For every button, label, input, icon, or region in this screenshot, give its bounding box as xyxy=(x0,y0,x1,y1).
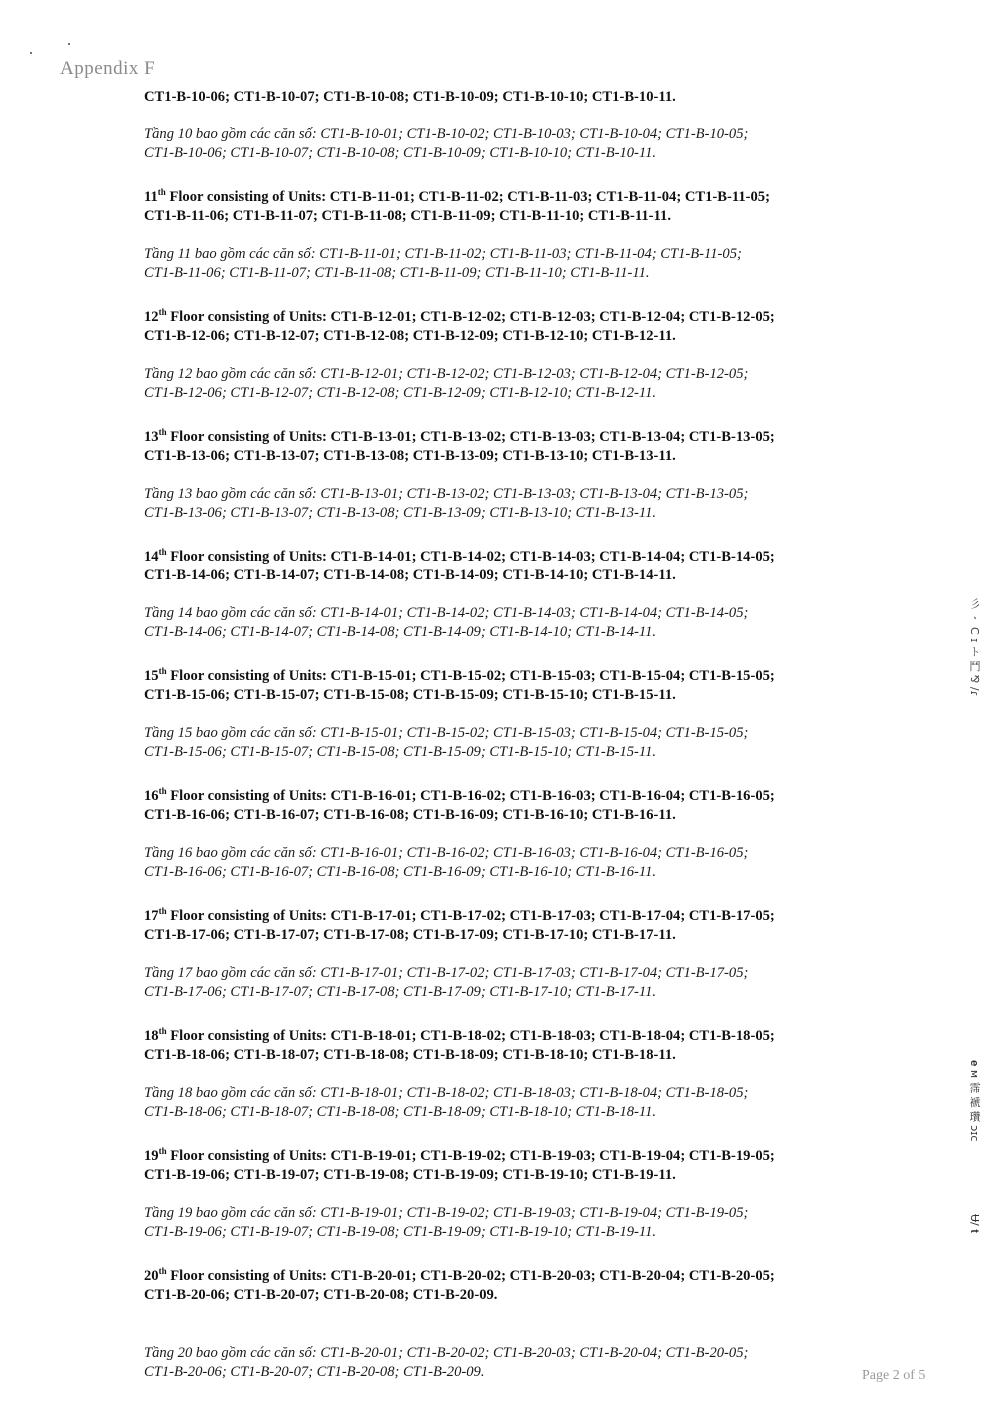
unit-line-1: Floor consisting of Units: CT1-B-12-01; CT1-B-12-02; CT1-B-12-03; CT1-B-12-04; CT1-B-12-05; xyxy=(166,308,775,325)
unit-line-1: Tầng 16 bao gồm các căn số: CT1-B-16-01; CT1-B-16-02; CT1-B-16-03; CT1-B-16-04; CT1-B-16-05; xyxy=(144,845,749,862)
unit-line-2: CT1-B-17-06; CT1-B-17-07; CT1-B-17-08; CT1-B-17-09; CT1-B-17-10; CT1-B-17-11. xyxy=(144,984,657,1001)
unit-line-1: Floor consisting of Units: CT1-B-13-01; CT1-B-13-02; CT1-B-13-03; CT1-B-13-04; CT1-B-13-05; xyxy=(166,428,775,445)
floor-units-vietnamese xyxy=(144,245,884,283)
floor-units-vietnamese xyxy=(144,1204,884,1242)
unit-line-1: Floor consisting of Units: CT1-B-14-01; CT1-B-14-02; CT1-B-14-03; CT1-B-14-04; CT1-B-14-05; xyxy=(166,548,775,565)
floor-number: 19 xyxy=(144,1147,159,1164)
unit-line-1: Floor consisting of Units: CT1-B-18-01; CT1-B-18-02; CT1-B-18-03; CT1-B-18-04; CT1-B-18-05; xyxy=(166,1027,775,1044)
unit-line-1: Tầng 19 bao gồm các căn số: CT1-B-19-01; CT1-B-19-02; CT1-B-19-03; CT1-B-19-04; CT1-B-19-05; xyxy=(144,1204,749,1221)
floor-units-vietnamese xyxy=(144,964,884,1002)
floor-units-vietnamese xyxy=(144,1084,884,1122)
unit-line-2: CT1-B-11-06; CT1-B-11-07; CT1-B-11-08; CT1-B-11-09; CT1-B-11-10; CT1-B-11-11. xyxy=(144,207,671,224)
unit-line-1: Tầng 13 bao gồm các căn số: CT1-B-13-01; CT1-B-13-02; CT1-B-13-03; CT1-B-13-04; CT1-B-13-05; xyxy=(144,485,749,502)
floor-number: 14 xyxy=(144,548,159,565)
floor-units-english xyxy=(144,183,884,226)
unit-line-2: CT1-B-17-06; CT1-B-17-07; CT1-B-17-08; CT1-B-17-09; CT1-B-17-10; CT1-B-17-11. xyxy=(144,927,676,944)
floor-units-vietnamese xyxy=(144,724,884,762)
unit-line-1: Floor consisting of Units: CT1-B-17-01; CT1-B-17-02; CT1-B-17-03; CT1-B-17-04; CT1-B-17-05; xyxy=(166,908,775,925)
unit-line-2: CT1-B-16-06; CT1-B-16-07; CT1-B-16-08; CT1-B-16-09; CT1-B-16-10; CT1-B-16-11. xyxy=(144,807,676,824)
unit-line-2: CT1-B-12-06; CT1-B-12-07; CT1-B-12-08; CT1-B-12-09; CT1-B-12-10; CT1-B-12-11. xyxy=(144,327,676,344)
floor-unit-list xyxy=(144,125,884,1382)
ordinal-suffix: th xyxy=(158,546,167,557)
unit-line-2: CT1-B-14-06; CT1-B-14-07; CT1-B-14-08; CT1-B-14-09; CT1-B-14-10; CT1-B-14-11. xyxy=(144,624,657,641)
scan-speck xyxy=(30,52,32,54)
unit-line-1: Tầng 18 bao gồm các căn số: CT1-B-18-01; CT1-B-18-02; CT1-B-18-03; CT1-B-18-04; CT1-B-18-05; xyxy=(144,1084,749,1101)
floor-units-english xyxy=(144,902,884,945)
scan-speck xyxy=(68,43,70,45)
unit-line-2: CT1-B-16-06; CT1-B-16-07; CT1-B-16-08; CT1-B-16-09; CT1-B-16-10; CT1-B-16-11. xyxy=(144,864,657,881)
floor-units-vietnamese xyxy=(144,485,884,523)
unit-line-2: CT1-B-19-06; CT1-B-19-07; CT1-B-19-08; CT1-B-19-09; CT1-B-19-10; CT1-B-19-11. xyxy=(144,1223,657,1240)
unit-line-2: CT1-B-11-06; CT1-B-11-07; CT1-B-11-08; CT1-B-11-09; CT1-B-11-10; CT1-B-11-11. xyxy=(144,264,650,281)
ordinal-suffix: th xyxy=(158,1026,167,1037)
continued-unit-list: CT1-B-10-06; CT1-B-10-07; CT1-B-10-08; CT1-B-10-09; CT1-B-10-10; CT1-B-10-11. xyxy=(144,89,676,105)
unit-line-2: CT1-B-13-06; CT1-B-13-07; CT1-B-13-08; CT1-B-13-09; CT1-B-13-10; CT1-B-13-11. xyxy=(144,447,676,464)
ordinal-suffix: th xyxy=(158,1265,167,1276)
floor-number: 16 xyxy=(144,788,159,805)
unit-line-2: CT1-B-19-06; CT1-B-19-07; CT1-B-19-08; CT1-B-19-09; CT1-B-19-10; CT1-B-19-11. xyxy=(144,1166,676,1183)
margin-stamp-fragment: 𝐞 ᴍ 霈 褫 瓚 ɔɪc xyxy=(968,1060,981,1142)
unit-line-1: Tầng 15 bao gồm các căn số: CT1-B-15-01; CT1-B-15-02; CT1-B-15-03; CT1-B-15-04; CT1-B-15-05; xyxy=(144,725,749,742)
appendix-header: Appendix F xyxy=(60,58,156,79)
floor-units-vietnamese xyxy=(144,1344,884,1382)
unit-line-1: Tầng 10 bao gồm các căn số: CT1-B-10-01; CT1-B-10-02; CT1-B-10-03; CT1-B-10-04; CT1-B-10-05; xyxy=(144,126,749,142)
unit-line-2: CT1-B-18-06; CT1-B-18-07; CT1-B-18-08; CT1-B-18-09; CT1-B-18-10; CT1-B-18-11. xyxy=(144,1046,676,1063)
floor-units-english xyxy=(144,782,884,825)
page-number: Page 2 of 5 xyxy=(862,1368,926,1383)
unit-line-1: Floor consisting of Units: CT1-B-16-01; CT1-B-16-02; CT1-B-16-03; CT1-B-16-04; CT1-B-16-05; xyxy=(166,788,775,805)
margin-stamp-fragment: 彡 ㆍ C ɪ ト 鬥 ⅋ /ɾ xyxy=(968,598,981,697)
unit-line-2: CT1-B-20-06; CT1-B-20-07; CT1-B-20-08; CT1-B-20-09. xyxy=(144,1286,498,1303)
ordinal-suffix: th xyxy=(158,786,167,797)
unit-line-2: CT1-B-14-06; CT1-B-14-07; CT1-B-14-08; CT1-B-14-09; CT1-B-14-10; CT1-B-14-11. xyxy=(144,567,676,584)
unit-line-1: Floor consisting of Units: CT1-B-11-01; CT1-B-11-02; CT1-B-11-03; CT1-B-11-04; CT1-B-11-05; xyxy=(165,188,770,205)
floor-units-english xyxy=(144,1262,884,1305)
ordinal-suffix: th xyxy=(158,666,167,677)
ordinal-suffix: th xyxy=(158,906,167,917)
floor-number: 13 xyxy=(144,428,159,445)
unit-line-2: CT1-B-13-06; CT1-B-13-07; CT1-B-13-08; CT1-B-13-09; CT1-B-13-10; CT1-B-13-11. xyxy=(144,504,657,521)
unit-line-2: CT1-B-10-06; CT1-B-10-07; CT1-B-10-08; CT1-B-10-09; CT1-B-10-10; CT1-B-10-11. xyxy=(144,145,657,161)
unit-line-1: Tầng 12 bao gồm các căn số: CT1-B-12-01; CT1-B-12-02; CT1-B-12-03; CT1-B-12-04; CT1-B-12-05; xyxy=(144,365,749,382)
floor-units-vietnamese xyxy=(144,365,884,403)
floor-number: 15 xyxy=(144,668,159,685)
floor-number: 17 xyxy=(144,908,159,925)
unit-line-1: Floor consisting of Units: CT1-B-15-01; CT1-B-15-02; CT1-B-15-03; CT1-B-15-04; CT1-B-15-05; xyxy=(166,668,775,685)
floor-number: 11 xyxy=(144,188,158,205)
floor-units-vietnamese xyxy=(144,125,884,163)
floor-number: 12 xyxy=(144,308,159,325)
ordinal-suffix: th xyxy=(157,187,166,197)
ordinal-suffix: th xyxy=(158,1145,167,1156)
unit-line-1: Tầng 14 bao gồm các căn số: CT1-B-14-01; CT1-B-14-02; CT1-B-14-03; CT1-B-14-04; CT1-B-14-05; xyxy=(144,605,749,622)
unit-line-1: Floor consisting of Units: CT1-B-20-01; CT1-B-20-02; CT1-B-20-03; CT1-B-20-04; CT1-B-20-05; xyxy=(166,1267,775,1284)
floor-units-english xyxy=(144,423,884,466)
floor-units-vietnamese xyxy=(144,604,884,642)
unit-line-2: CT1-B-18-06; CT1-B-18-07; CT1-B-18-08; CT1-B-18-09; CT1-B-18-10; CT1-B-18-11. xyxy=(144,1103,657,1120)
ordinal-suffix: th xyxy=(158,426,167,437)
unit-line-2: CT1-B-15-06; CT1-B-15-07; CT1-B-15-08; CT1-B-15-09; CT1-B-15-10; CT1-B-15-11. xyxy=(144,687,676,704)
unit-line-1: Floor consisting of Units: CT1-B-19-01; CT1-B-19-02; CT1-B-19-03; CT1-B-19-04; CT1-B-19-05; xyxy=(166,1147,775,1164)
unit-line-2: CT1-B-12-06; CT1-B-12-07; CT1-B-12-08; CT1-B-12-09; CT1-B-12-10; CT1-B-12-11. xyxy=(144,384,657,401)
unit-line-2: CT1-B-15-06; CT1-B-15-07; CT1-B-15-08; CT1-B-15-09; CT1-B-15-10; CT1-B-15-11. xyxy=(144,744,657,761)
unit-line-2: CT1-B-20-06; CT1-B-20-07; CT1-B-20-08; CT1-B-20-09. xyxy=(144,1363,485,1380)
floor-number: 20 xyxy=(144,1267,159,1284)
floor-units-english xyxy=(144,1142,884,1185)
document-body xyxy=(144,88,884,1382)
unit-line-1: Tầng 17 bao gồm các căn số: CT1-B-17-01; CT1-B-17-02; CT1-B-17-03; CT1-B-17-04; CT1-B-17-05; xyxy=(144,965,749,982)
floor-units-english xyxy=(144,303,884,346)
unit-line-1: Tầng 11 bao gồm các căn số: CT1-B-11-01; CT1-B-11-02; CT1-B-11-03; CT1-B-11-04; CT1-B-11-05; xyxy=(144,245,742,262)
floor-units-english xyxy=(144,543,884,586)
floor-units-english xyxy=(144,1022,884,1065)
unit-line-1: Tầng 20 bao gồm các căn số: CT1-B-20-01; CT1-B-20-02; CT1-B-20-03; CT1-B-20-04; CT1-B-20-05; xyxy=(144,1344,749,1361)
ordinal-suffix: th xyxy=(158,306,167,317)
floor-units-english xyxy=(144,662,884,705)
floor-number: 18 xyxy=(144,1027,159,1044)
margin-stamp-fragment: Ʉ/ 𝐭 xyxy=(968,1214,981,1233)
floor-units-vietnamese xyxy=(144,844,884,882)
